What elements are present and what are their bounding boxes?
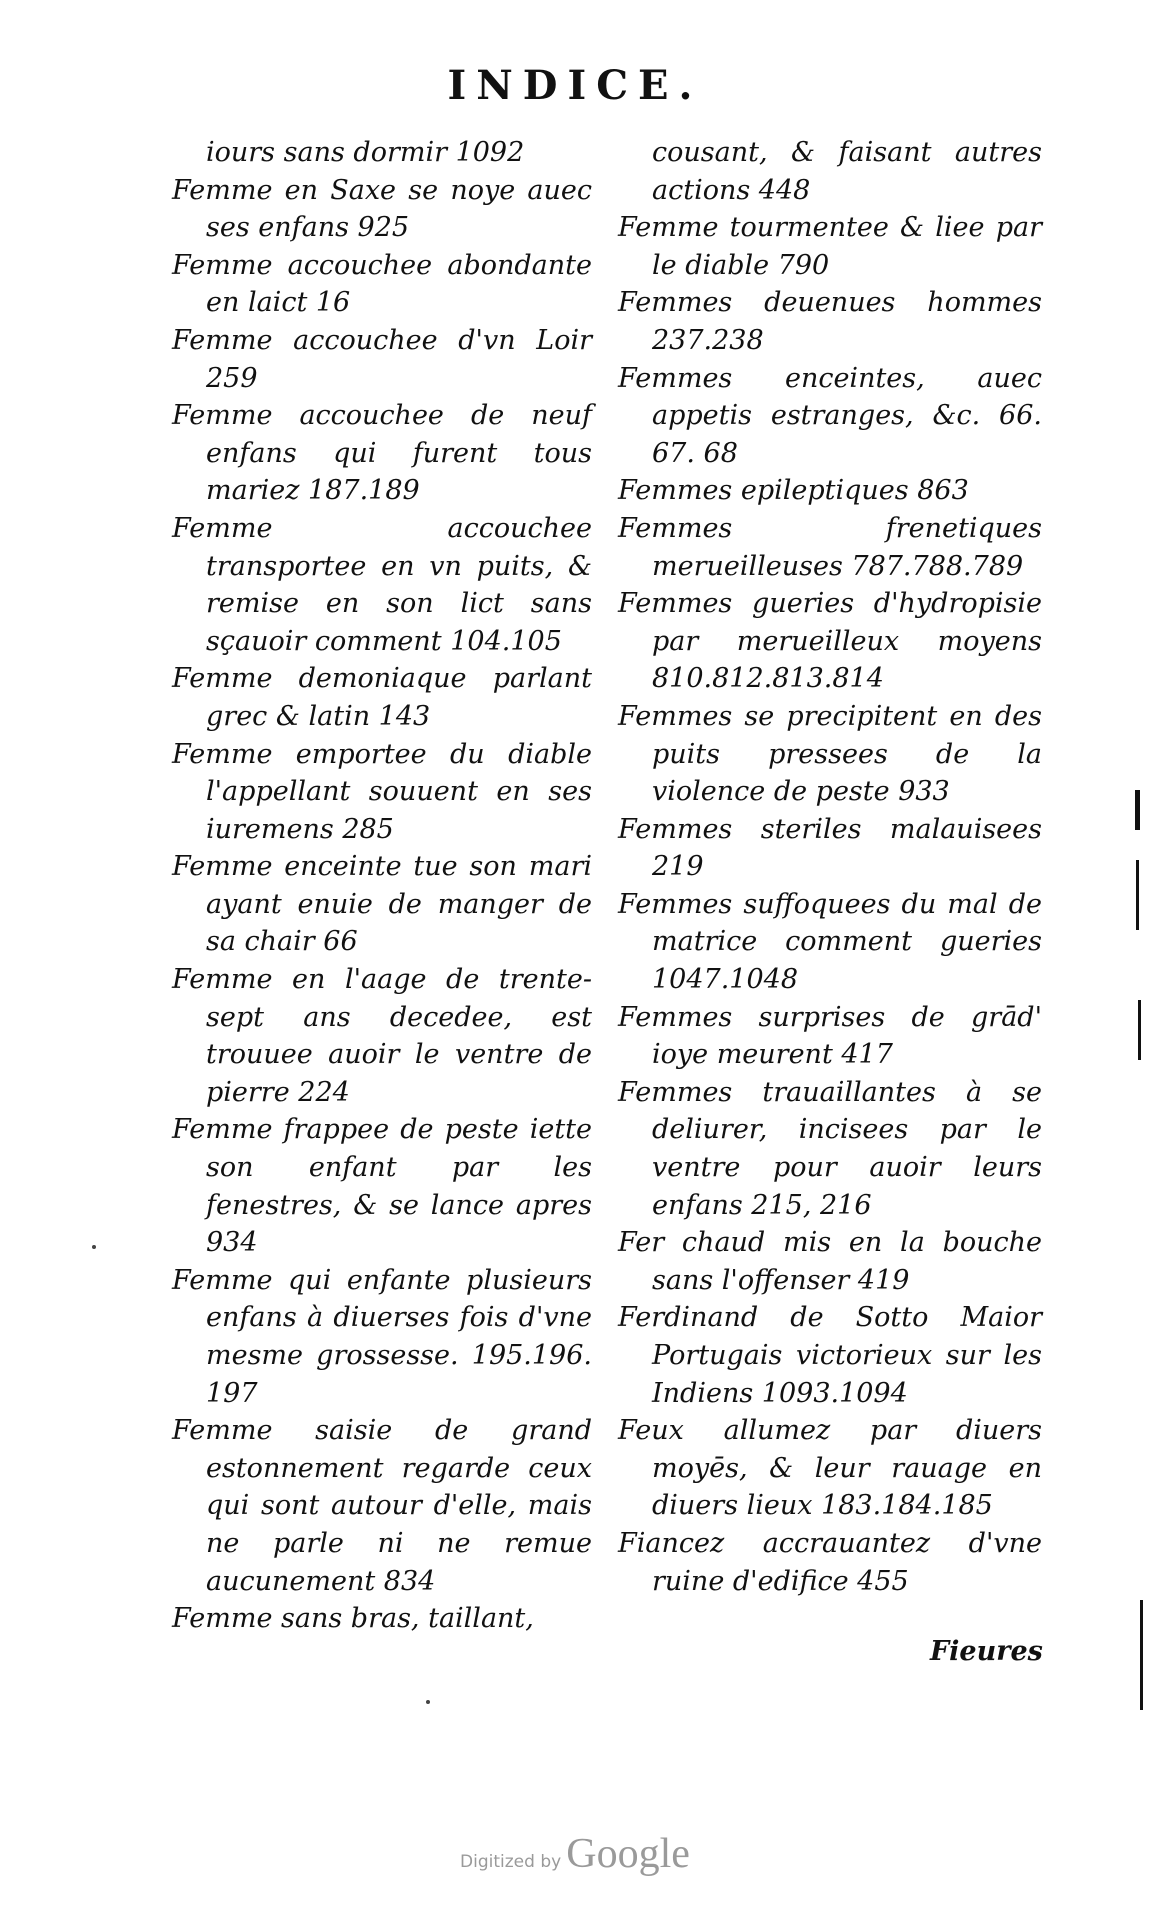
index-entry: cousant, & faisant autres actions 448: [652, 137, 1042, 206]
index-entry: Femme qui enfante plusieurs enfans à diuerses fois d'vne mesme grossesse. 195.196. 197: [172, 1264, 592, 1409]
index-entry: Femme accouchee d'vn Loir 259: [172, 324, 592, 394]
index-entry: iours sans dormir 1092: [206, 137, 525, 168]
index-entry: Femme accouchee abondante en laict 16: [172, 249, 592, 319]
index-entry: Femmes enceintes, auec appetis estranges, &c. 66. 67. 68: [618, 362, 1042, 469]
watermark-prefix: Digitized by: [460, 1852, 562, 1872]
index-entry: Femme accouchee transportee en vn puits, & remise en son lict sans sçauoir comment 104.105: [172, 512, 592, 657]
scan-mark: [1135, 790, 1140, 830]
index-entry: Femmes se precipitent en des puits pressees de la violence de peste 933: [618, 700, 1042, 808]
index-entry: Femme sans bras, taillant,: [172, 1603, 534, 1635]
index-entry: Femme en Saxe se noye auec ses enfans 925: [172, 174, 592, 244]
scan-mark: [1138, 1000, 1141, 1060]
index-entry: Fiancez accrauantez d'vne ruine d'edifice 455: [618, 1527, 1042, 1597]
index-entry: Femmes steriles malauisees 219: [618, 813, 1042, 883]
index-entry: Femmes gueries d'hydropisie par merueilleux moyens 810.812.813.814: [618, 588, 1042, 695]
index-entry: Femmes surprises de grād' ioye meurent 417: [618, 1001, 1042, 1071]
index-entry: Femme tourmentee & liee par le diable 790: [618, 212, 1042, 281]
scan-mark: [1140, 1600, 1143, 1710]
index-entry: Femmes deuenues hommes 237.238: [618, 287, 1042, 356]
page-title: INDICE.: [447, 62, 703, 109]
index-entry: Femmes frenetiques merueilleuses 787.788.789: [618, 512, 1042, 582]
index-entry: Femme en l'aage de trente-sept ans decedee, est trouuee auoir le ventre de pierre 224: [172, 964, 592, 1108]
index-entry: Femme demoniaque parlant grec & latin 143: [172, 663, 592, 732]
index-entry: Femme emportee du diable l'appellant souuent en ses iuremens 285: [172, 738, 592, 845]
index-entry: Femmes suffoquees du mal de matrice comment gueries 1047.1048: [618, 888, 1042, 996]
index-entry: Femmes trauaillantes à se deliurer, incisees par le ventre pour auoir leurs enfans 215, 216: [618, 1076, 1042, 1221]
index-column-left: [172, 134, 592, 1638]
index-entry: Femme enceinte tue son mari ayant enuie de manger de sa chair 66: [172, 851, 592, 958]
index-entry: Femmes epileptiques 863: [618, 475, 969, 507]
scan-dot: [92, 1245, 96, 1249]
index-entry: Femme accouchee de neuf enfans qui furent tous mariez 187.189: [172, 400, 592, 507]
index-entry: Femme frappee de peste iette son enfant par les fenestres, & se lance apres 934: [172, 1114, 592, 1259]
scan-dot: [426, 1700, 430, 1704]
scan-mark: [1136, 860, 1139, 930]
digitized-watermark: [0, 1830, 1150, 1878]
index-entry: Femme saisie de grand estonnement regarde ceux qui sont autour d'elle, mais ne parle ni ne remue aucunement 834: [172, 1415, 592, 1597]
index-entry: Ferdinand de Sotto Maior Portugais victorieux sur les Indiens 1093.1094: [618, 1302, 1042, 1409]
catchword: Fieures: [930, 1636, 1043, 1667]
index-entry: Feux allumez par diuers moyēs, & leur rauage en diuers lieux 183.184.185: [618, 1415, 1042, 1522]
index-column-right: [618, 134, 1042, 1600]
index-entry: Fer chaud mis en la bouche sans l'offenser 419: [618, 1227, 1042, 1296]
google-logo: Google: [566, 1831, 690, 1877]
